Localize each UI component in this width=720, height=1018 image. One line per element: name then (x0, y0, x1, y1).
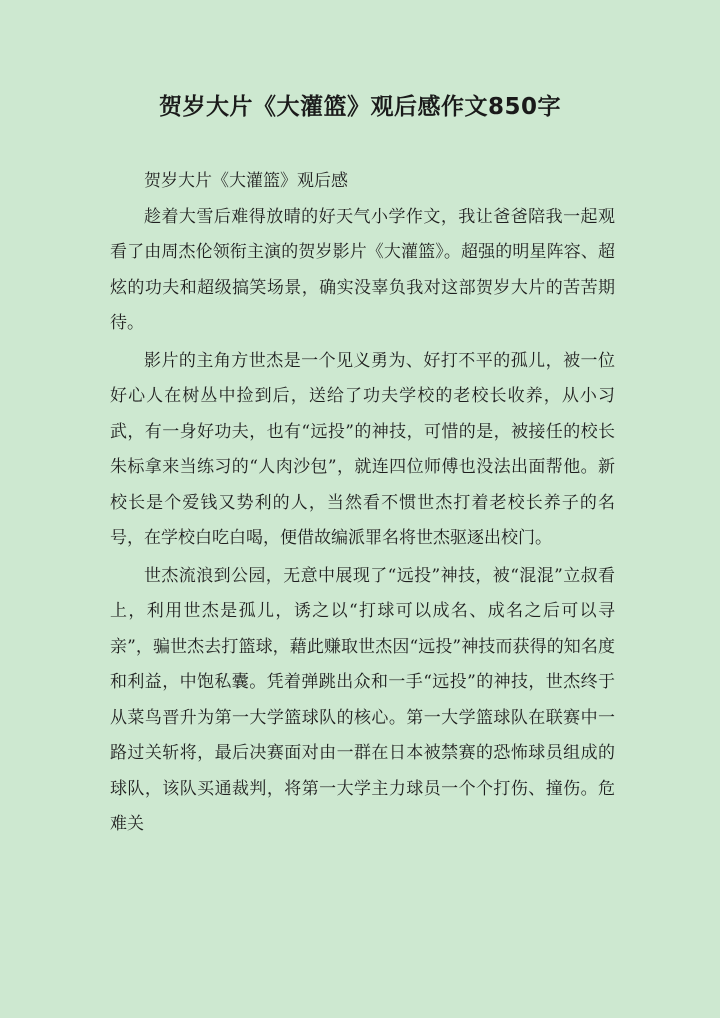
paragraph-3: 世杰流浪到公园，无意中展现了“远投”神技，被“混混”立叔看上，利用世杰是孤儿，诱之以“打球可以成名、成名之后可以寻亲”，骗世杰去打篮球，藉此赚取世杰因“远投”神技而获得的知名度和利益，中饱私囊。凭着弹跳出众和一手“远投”的神技，世杰终于从菜鸟晋升为第一大学篮球队的核心。第一大学篮球队在联赛中一路过关斩将，最后决赛面对由一群在日本被禁赛的恐怖球员组成的球队，该队买通裁判，将第一大学主力球员一个个打伤、撞伤。危难关 (110, 565, 615, 834)
document-body (110, 164, 615, 843)
document-title: 贺岁大片《大灌篮》观后感作文850字 (158, 94, 561, 120)
document-subtitle: 贺岁大片《大灌篮》观后感 (144, 171, 348, 191)
paragraph-2: 影片的主角方世杰是一个见义勇为、好打不平的孤儿，被一位好心人在树丛中捡到后，送给了功夫学校的老校长收养，从小习武，有一身好功夫，也有“远投”的神技，可惜的是，被接任的校长朱标拿来当练习的“人肉沙包”，就连四位师傅也没法出面帮他。新校长是个爱钱又势利的人，当然看不惯世杰打着老校长养子的名号，在学校白吃白喝，便借故编派罪名将世杰驱逐出校门。 (110, 350, 615, 548)
paragraph-1: 趁着大雪后难得放晴的好天气小学作文，我让爸爸陪我一起观看了由周杰伦领衔主演的贺岁影片《大灌篮》。超强的明星阵容、超炫的功夫和超级搞笑场景，确实没辜负我对这部贺岁大片的苦苦期待。 (110, 206, 615, 333)
